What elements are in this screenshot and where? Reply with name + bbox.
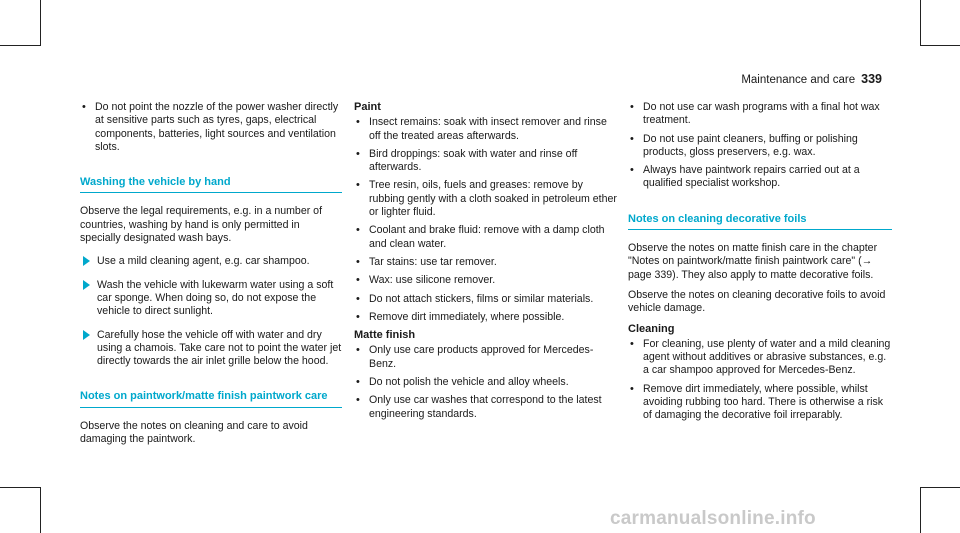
paragraph: Observe the legal requirements, e.g. in a number of countries, washing by hand is only permitted in specially designated wash bays.: [80, 205, 323, 245]
arrow-right-icon: [83, 256, 90, 266]
paragraph: Observe the notes on cleaning and care to avoid damaging the paintwork.: [80, 419, 308, 446]
column-right: [628, 101, 892, 428]
list-item: • Tree resin, oils, fuels and greases: remove by rubbing gently with a cloth soaked in petroleum ether or lighter fluid.: [354, 179, 620, 219]
paragraph: Observe the notes on cleaning decorative foils to avoid vehicle damage.: [628, 288, 886, 315]
column-left: [80, 101, 342, 453]
subheading-cleaning: Cleaning: [628, 322, 675, 335]
crop-mark: [920, 487, 921, 533]
crop-mark: [0, 45, 40, 46]
instruction-step: Use a mild cleaning agent, e.g. car shampoo.: [80, 255, 342, 268]
list-item: • For cleaning, use plenty of water and a mild cleaning agent without additives or abrasive substances, e.g. a car shampoo approved for Mercedes-Benz.: [628, 338, 892, 378]
instruction-step: Wash the vehicle with lukewarm water using a soft car sponge. When doing so, do not expose the vehicle to direct sunlight.: [80, 279, 342, 319]
matte-bullet-list: [354, 344, 620, 420]
crop-mark: [920, 487, 960, 488]
section-heading-paintwork-care: Notes on paintwork/matte finish paintwork care: [80, 390, 342, 407]
crop-mark: [920, 45, 960, 46]
list-item: • Bird droppings: soak with water and rinse off afterwards.: [354, 148, 620, 175]
column-middle: [354, 101, 620, 426]
list-item: • Only use car washes that correspond to the latest engineering standards.: [354, 394, 620, 421]
list-item: • Only use care products approved for Mercedes-Benz.: [354, 344, 620, 371]
list-item: • Do not use car wash programs with a final hot wax treatment.: [628, 101, 892, 128]
list-item: • Do not polish the vehicle and alloy wheels.: [354, 376, 620, 389]
arrow-right-icon: [83, 280, 90, 290]
subheading-paint: Paint: [354, 101, 381, 113]
list-item: • Do not point the nozzle of the power washer directly at sensitive parts such as tyres, gaps, electrical components, batteries, light sources and ventilation slots.: [80, 101, 342, 154]
paragraph: Observe the notes on matte finish care in the chapter "Notes on paintwork/matte finish paintwork care" (→ page 339). They also apply to matte decorative foils.: [628, 242, 878, 281]
list-item: • Remove dirt immediately, where possible, whilst avoiding rubbing too hard. There is otherwise a risk of damaging the decorative foil irreparably.: [628, 383, 892, 423]
list-item: • Always have paintwork repairs carried out at a qualified specialist workshop.: [628, 164, 892, 191]
list-item: • Wax: use silicone remover.: [354, 274, 620, 287]
crop-mark: [40, 487, 41, 533]
list-item: • Do not use paint cleaners, buffing or polishing products, gloss preservers, e.g. wax.: [628, 133, 892, 160]
intro-bullet-list: [80, 101, 342, 154]
crop-mark: [920, 0, 921, 46]
instruction-step: Carefully hose the vehicle off with water and dry using a chamois. Take care not to point the water jet directly towards the air inlet grille below the hood.: [80, 329, 342, 369]
watermark: carmanualsonline.info: [610, 508, 816, 529]
list-item: • Coolant and brake fluid: remove with a damp cloth and clean water.: [354, 224, 620, 251]
list-item: • Tar stains: use tar remover.: [354, 256, 620, 269]
crop-mark: [0, 487, 40, 488]
section-heading-washing-by-hand: Washing the vehicle by hand: [80, 176, 342, 193]
header-section-title: Maintenance and care: [741, 74, 856, 86]
wash-bullet-list: [628, 101, 892, 191]
cleaning-bullet-list: [628, 338, 892, 423]
list-item: • Do not attach stickers, films or similar materials.: [354, 293, 620, 306]
list-item: • Remove dirt immediately, where possible.: [354, 311, 620, 324]
page-header: [741, 72, 882, 86]
paint-bullet-list: [354, 116, 620, 324]
section-heading-decorative-foils: Notes on cleaning decorative foils: [628, 213, 892, 230]
page-number: 339: [861, 72, 882, 86]
arrow-right-icon: [83, 330, 90, 340]
subheading-matte-finish: Matte finish: [354, 329, 416, 342]
list-item: • Insect remains: soak with insect remover and rinse off the treated areas afterwards.: [354, 116, 620, 143]
crop-mark: [40, 0, 41, 46]
